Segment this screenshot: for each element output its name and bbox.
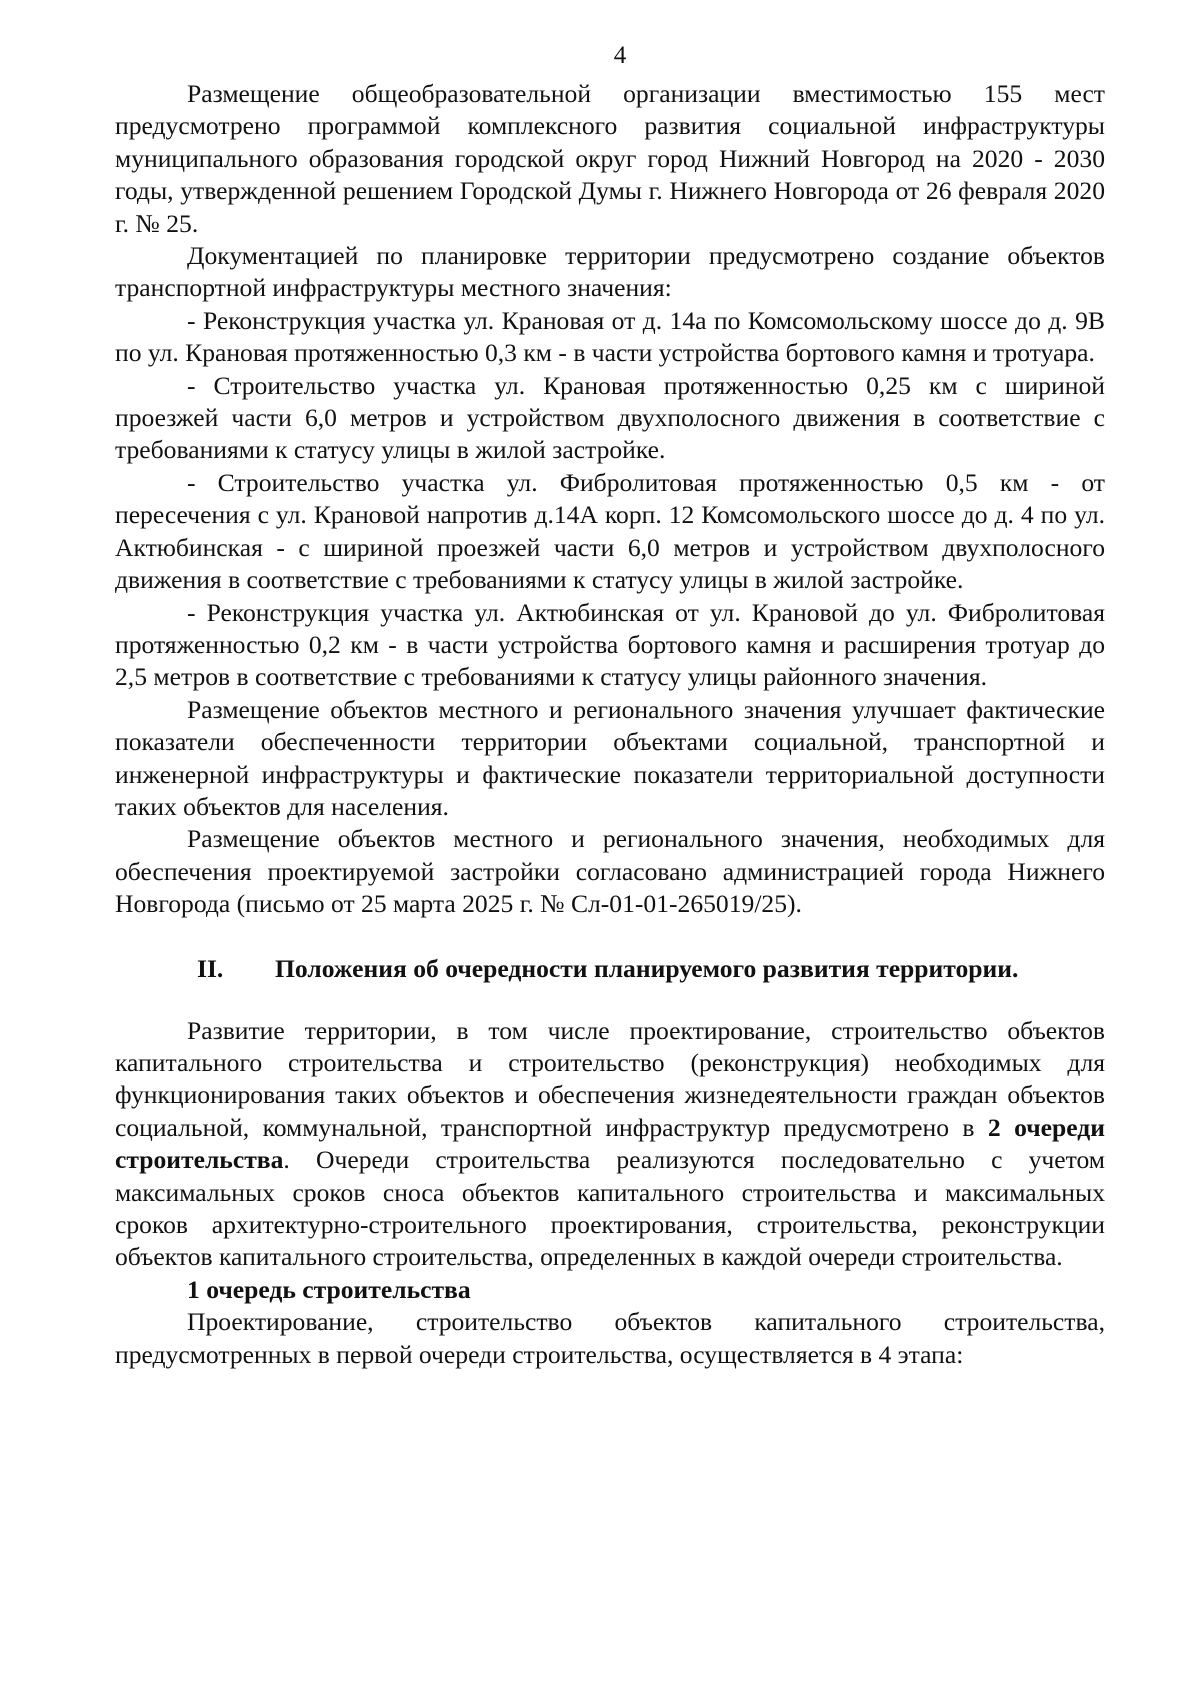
list-item-aktyubinskaya-reconstruction: - Реконструкция участка ул. Актюбинская от ул. Крановой до ул. Фибролитовая протяженностью 0,2 км - в части устройства бортового камня и расширения тротуар до 2,5 метров в соответствие с требованиями к статусу улицы районного значения. — [115, 597, 1105, 692]
paragraph-development — [115, 1015, 1105, 1274]
page-number: 4 — [613, 42, 627, 69]
section-heading — [115, 953, 1105, 985]
development-bold-text: 2 очереди строительства — [115, 1112, 1105, 1175]
paragraph-indicators: Размещение объектов местного и регионального значения улучшает фактические показатели обеспеченности территории объектами социальной, транспортной и инженерной инфраструктуры и фактические показатели территориальной доступности таких объектов для населения. — [115, 694, 1105, 821]
document-page — [115, 40, 1105, 1371]
list-item-kranovaya-reconstruction: - Реконструкция участка ул. Крановая от д. 14а по Комсомольскому шоссе до д. 9В по ул. Крановая протяженностью 0,3 км - в части устройства бортового камня и тротуара. — [115, 305, 1105, 368]
list-item-kranovaya-construction: - Строительство участка ул. Крановая протяженностью 0,25 км с шириной проезжей части 6,0 метров и устройством двухполосного движения в соответствие с требованиями к статусу улицы в жилой застройке. — [115, 370, 1105, 465]
stage-1-heading: 1 очередь строительства — [187, 1274, 471, 1304]
section-number: II. — [197, 953, 224, 983]
paragraph-stage-1: Проектирование, строительство объектов капитального строительства, предусмотренных в первой очереди строительства, осуществляется в 4 этапа: — [115, 1307, 1105, 1369]
list-item-fibrolitovaya-construction: - Строительство участка ул. Фибролитовая протяженностью 0,5 км - от пересечения с ул. Крановой напротив д.14А корп. 12 Комсомольского шоссе до д. 4 по ул. Актюбинская - с шириной проезжей части 6,0 метров и устройством двухполосного движения в соответствие с требованиями к статусу улицы в жилой застройке. — [115, 467, 1105, 595]
paragraph-school: Размещение общеобразовательной организации вместимостью 155 мест предусмотрено программой комплексного развития социальной инфраструктуры муниципального образования городской округ город Нижний Новгород на 2020 - 2030 годы, утвержденной решением Городской Думы г. Нижнего Новгорода от 26 февраля 2020 г. № 25. — [115, 79, 1105, 238]
paragraph-approval: Размещение объектов местного и регионального значения, необходимых для обеспечения проектируемой застройки согласовано администрацией города Нижнего Новгорода (письмо от 25 марта 2025 г. № Сл-01-01-265019/25). — [115, 824, 1105, 919]
development-text-end: . Очереди строительства реализуются последовательно с учетом максимальных сроков сноса объектов капитального строительства и максимальных сроков архитектурно-строительного проектирования, строительства, реконструкции объектов капитального строительства, определенных в каждой очереди строительства. — [115, 1145, 1105, 1272]
section-title: Положения об очередности планируемого развития территории. — [275, 953, 1019, 983]
development-text-start: Развитие территории, в том числе проектирование, строительство объектов капитального строительства и строительство (реконструкция) необходимых для функционирования таких объектов и обеспечения жизнедеятельности граждан объектов социальной, коммунальной, транспортной инфраструктур предусмотрено в — [115, 1015, 1105, 1142]
paragraph-transport-intro: Документацией по планировке территории предусмотрено создание объектов транспортной инфраструктуры местного значения: — [115, 241, 1105, 303]
